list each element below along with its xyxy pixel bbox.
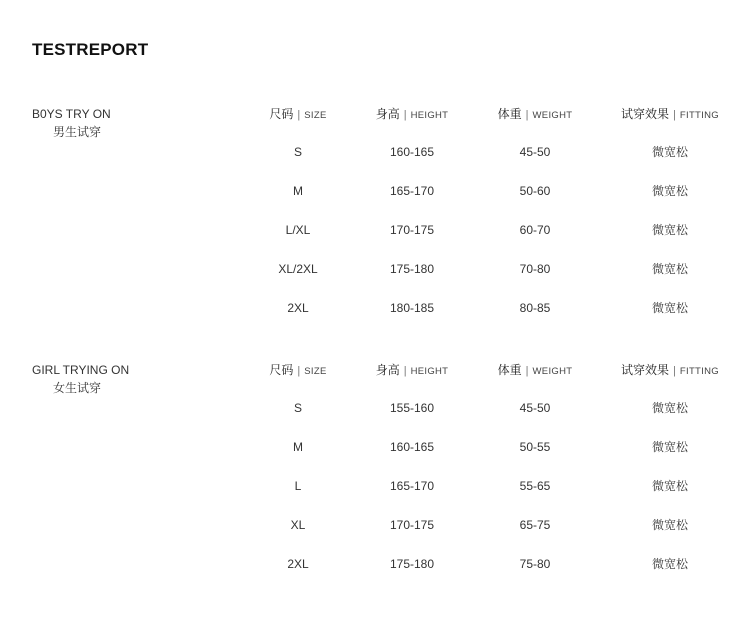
table-cell: 2XL <box>287 301 309 315</box>
table-cell: 60-70 <box>519 223 551 237</box>
table-cell: XL/2XL <box>278 262 318 276</box>
column-header <box>621 361 719 381</box>
column-header <box>269 361 326 381</box>
table-cell: L/XL <box>285 223 311 237</box>
table-cell: 165-170 <box>389 479 435 493</box>
section-label <box>32 361 129 397</box>
table-cell: 45-50 <box>519 145 551 159</box>
table-cell: 160-165 <box>389 440 435 454</box>
table-cell: 70-80 <box>519 262 551 276</box>
table-cell: 微宽松 <box>651 401 689 415</box>
column-header-cn: 身高 <box>375 363 400 377</box>
column-header-en: SIZE <box>304 366 327 377</box>
column-header-cn: 试穿效果 <box>621 363 670 377</box>
table-cell: 微宽松 <box>651 440 689 454</box>
table-cell: 180-185 <box>389 301 435 315</box>
column-header <box>498 361 573 381</box>
column-header <box>376 105 449 125</box>
table-cell: 微宽松 <box>651 479 689 493</box>
table-cell: M <box>293 184 303 198</box>
section-label-en: B0YS TRY ON <box>32 107 111 121</box>
section-label-cn: 男生试穿 <box>52 125 101 139</box>
header-separator: | <box>525 109 529 121</box>
header-separator: | <box>403 365 407 377</box>
table-cell: 50-60 <box>519 184 551 198</box>
table-cell: 75-80 <box>519 557 551 571</box>
column-header-cn: 体重 <box>497 363 522 377</box>
column-header-cn: 身高 <box>375 107 400 121</box>
header-separator: | <box>297 365 301 377</box>
section-label-en: GIRL TRYING ON <box>32 363 130 377</box>
table-cell: 80-85 <box>519 301 551 315</box>
table-cell: 155-160 <box>389 401 435 415</box>
column-header <box>498 105 573 125</box>
column-header-cn: 尺码 <box>269 107 294 121</box>
table-cell: XL <box>290 518 306 532</box>
column-header-cn: 试穿效果 <box>621 107 670 121</box>
section-label <box>32 105 122 141</box>
table-cell: 微宽松 <box>651 145 689 159</box>
column-header-en: WEIGHT <box>532 110 573 121</box>
column-header-en: HEIGHT <box>410 366 449 377</box>
header-separator: | <box>297 109 301 121</box>
table-cell: S <box>293 145 303 159</box>
table-cell: 160-165 <box>389 145 435 159</box>
header-separator: | <box>403 109 407 121</box>
table-cell: 170-175 <box>389 223 435 237</box>
table-cell: 微宽松 <box>651 557 689 571</box>
table-cell: 50-55 <box>519 440 551 454</box>
table-cell: 175-180 <box>389 262 435 276</box>
table-cell: 170-175 <box>389 518 435 532</box>
table-cell: L <box>294 479 302 493</box>
column-header-en: HEIGHT <box>410 110 449 121</box>
column-header <box>621 105 719 125</box>
table-cell: 微宽松 <box>651 518 689 532</box>
column-header-cn: 尺码 <box>269 363 294 377</box>
page-title: TESTREPORT <box>32 40 149 59</box>
table-cell: 45-50 <box>519 401 551 415</box>
column-header-en: WEIGHT <box>532 366 573 377</box>
table-cell: 2XL <box>287 557 309 571</box>
table-cell: S <box>293 401 303 415</box>
column-header-en: FITTING <box>679 366 719 377</box>
column-header <box>269 105 326 125</box>
column-header <box>376 361 449 381</box>
table-cell: 65-75 <box>519 518 551 532</box>
table-cell: M <box>293 440 303 454</box>
table-cell: 55-65 <box>519 479 551 493</box>
table-cell: 175-180 <box>389 557 435 571</box>
column-header-en: FITTING <box>679 110 719 121</box>
table-cell: 微宽松 <box>651 184 689 198</box>
column-header-cn: 体重 <box>497 107 522 121</box>
table-cell: 微宽松 <box>651 262 689 276</box>
header-separator: | <box>673 365 676 377</box>
column-header-en: SIZE <box>304 110 327 121</box>
header-separator: | <box>673 109 676 121</box>
table-cell: 微宽松 <box>651 301 689 315</box>
table-cell: 165-170 <box>389 184 435 198</box>
table-cell: 微宽松 <box>651 223 689 237</box>
header-separator: | <box>525 365 529 377</box>
section-label-cn: 女生试穿 <box>52 381 101 395</box>
